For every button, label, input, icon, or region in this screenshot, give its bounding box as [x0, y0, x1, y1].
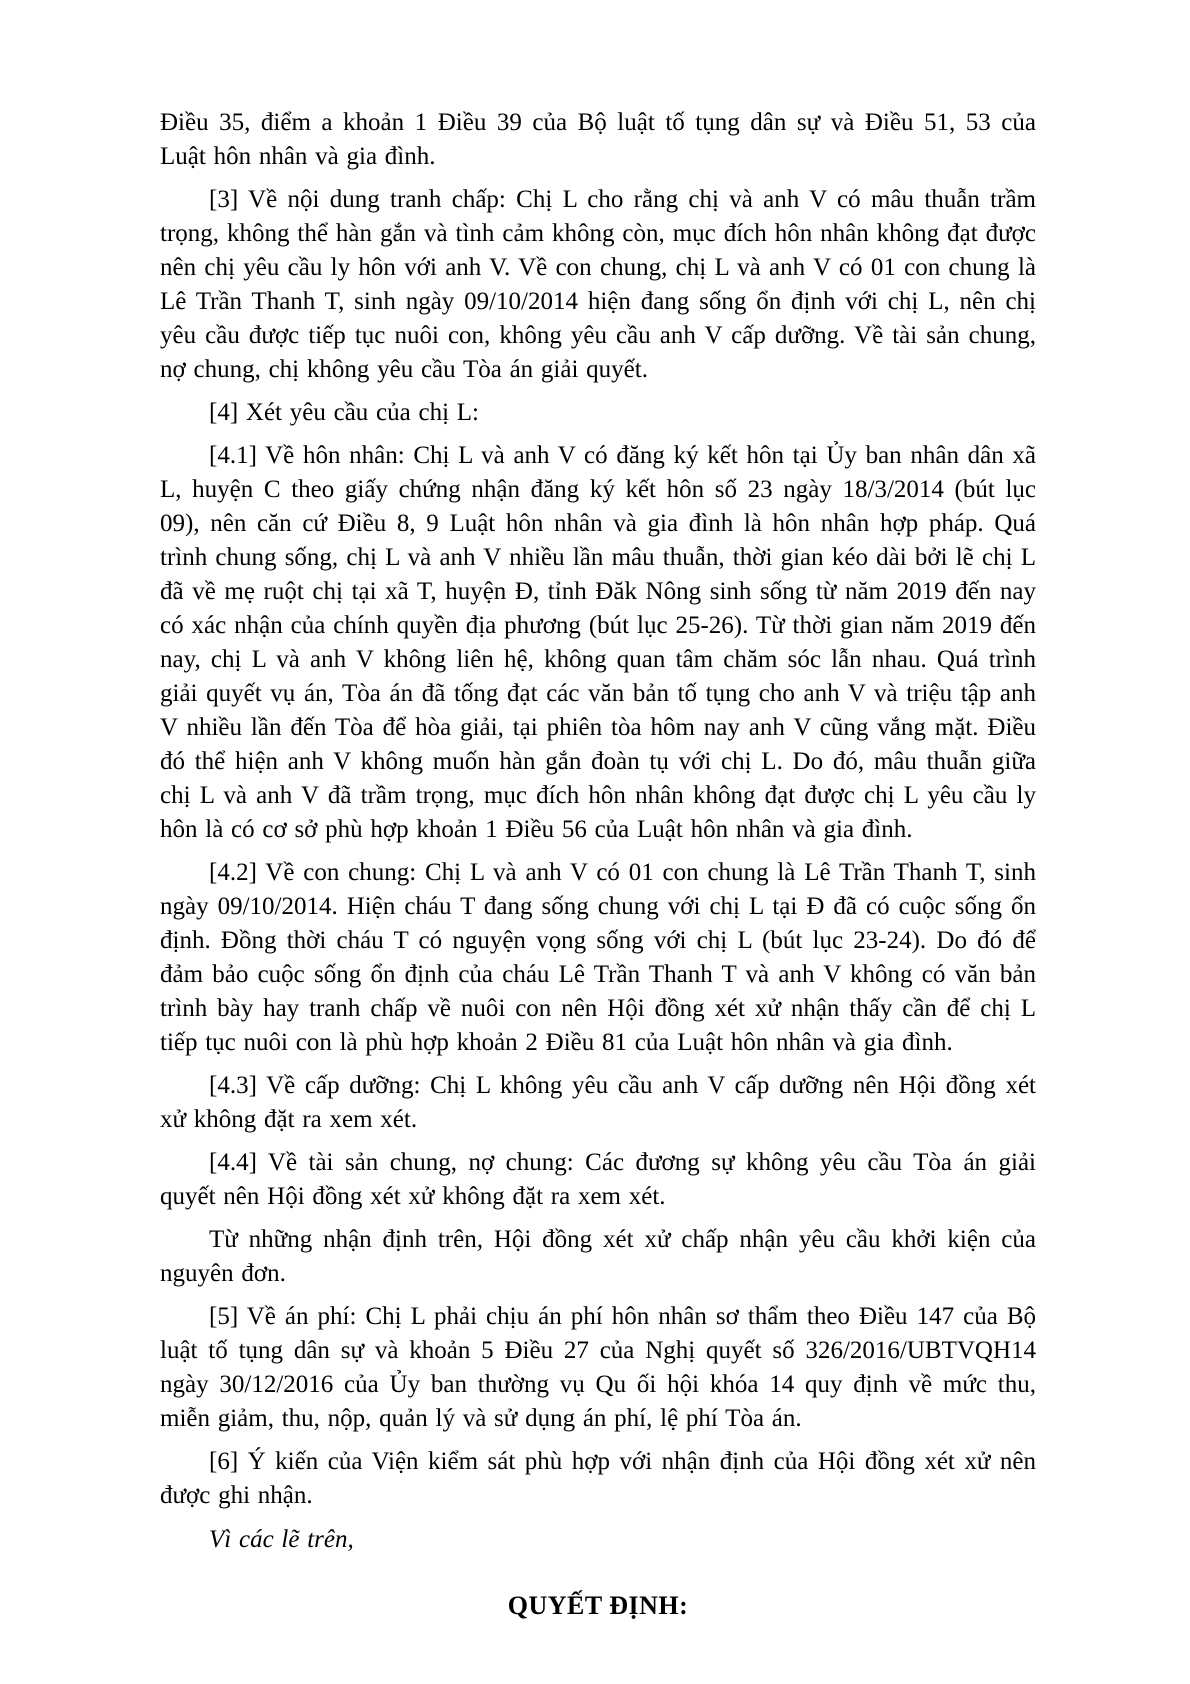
paragraph-4-2-ve-con-chung: [4.2] Về con chung: Chị L và anh V có 01 con chung là Lê Trần Thanh T, sinh ngày 09/10/2014. Hiện cháu T đang sống chung với chị L tại Đ đã có cuộc sống ổn định. Đồng thời cháu T có nguyện vọng sống với chị L (bút lục 23-24). Do đó để đảm bảo cuộc sống ổn định của cháu Lê Trần Thanh T và anh V không có văn bản trình bày hay tranh chấp về nuôi con nên Hội đồng xét xử nhận thấy cần để chị L tiếp tục nuôi con là phù hợp khoản 2 Điều 81 của Luật hôn nhân và gia đình.: [160, 859, 1036, 1056]
document-body: [160, 106, 1036, 1623]
paragraph-4-4-ve-tai-san-chung: [4.4] Về tài sản chung, nợ chung: Các đương sự không yêu cầu Tòa án giải quyết nên Hội đồng xét xử không đặt ra xem xét.: [160, 1149, 1036, 1210]
paragraph-conclusion: Từ những nhận định trên, Hội đồng xét xử chấp nhận yêu cầu khởi kiện của nguyên đơn.: [160, 1226, 1036, 1287]
paragraph-3-noi-dung-tranh-chap: [3] Về nội dung tranh chấp: Chị L cho rằng chị và anh V có mâu thuẫn trầm trọng, không thể hàn gắn và tình cảm không còn, mục đích hôn nhân không đạt được nên chị yêu cầu ly hôn với anh V. Về con chung, chị L và anh V có 01 con chung là Lê Trần Thanh T, sinh ngày 09/10/2014 hiện đang sống ổn định với chị L, nên chị yêu cầu được tiếp tục nuôi con, không yêu cầu anh V cấp dưỡng. Về tài sản chung, nợ chung, chị không yêu cầu Tòa án giải quyết.: [160, 186, 1036, 383]
closing-phrase: Vì các lẽ trên,: [209, 1526, 354, 1553]
paragraph-4-3-ve-cap-duong: [4.3] Về cấp dưỡng: Chị L không yêu cầu anh V cấp dưỡng nên Hội đồng xét xử không đặt ra xem xét.: [160, 1072, 1036, 1133]
paragraph-4-1-ve-hon-nhan: [4.1] Về hôn nhân: Chị L và anh V có đăng ký kết hôn tại Ủy ban nhân dân xã L, huyện C theo giấy chứng nhận đăng ký kết hôn số 23 ngày 18/3/2014 (bút lục 09), nên căn cứ Điều 8, 9 Luật hôn nhân và gia đình là hôn nhân hợp pháp. Quá trình chung sống, chị L và anh V nhiều lần mâu thuẫn, thời gian kéo dài bởi lẽ chị L đã về mẹ ruột chị tại xã T, huyện Đ, tỉnh Đăk Nông sinh sống từ năm 2019 đến nay có xác nhận của chính quyền địa phương (bút lục 25-26). Từ thời gian năm 2019 đến nay, chị L và anh V không liên hệ, không quan tâm chăm sóc lẫn nhau. Quá trình giải quyết vụ án, Tòa án đã tống đạt các văn bản tố tụng cho anh V và triệu tập anh V nhiều lần đến Tòa để hòa giải, tại phiên tòa hôm nay anh V cũng vắng mặt. Điều đó thể hiện anh V không muốn hàn gắn đoàn tụ với chị L. Do đó, mâu thuẫn giữa chị L và anh V đã trầm trọng, mục đích hôn nhân không đạt được chị L yêu cầu ly hôn là có cơ sở phù hợp khoản 1 Điều 56 của Luật hôn nhân và gia đình.: [160, 442, 1036, 843]
paragraph-4-xet-yeu-cau: [4] Xét yêu cầu của chị L:: [209, 399, 479, 426]
decision-heading: QUYẾT ĐỊNH:: [507, 1591, 689, 1620]
paragraph-5-ve-an-phi: [5] Về án phí: Chị L phải chịu án phí hôn nhân sơ thẩm theo Điều 147 của Bộ luật tố tụng dân sự và khoản 5 Điều 27 của Nghị quyết số 326/2016/UBTVQH14 ngày 30/12/2016 của Ủy ban thường vụ Qu ối hội khóa 14 quy định về mức thu, miễn giảm, thu, nộp, quản lý và sử dụng án phí, lệ phí Tòa án.: [160, 1303, 1036, 1432]
paragraph-6-y-kien-vien-kiem-sat: [6] Ý kiến của Viện kiểm sát phù hợp với nhận định của Hội đồng xét xử nên được ghi nhận.: [160, 1448, 1036, 1509]
continuation-paragraph: Điều 35, điểm a khoản 1 Điều 39 của Bộ luật tố tụng dân sự và Điều 51, 53 của Luật hôn nhân và gia đình.: [160, 109, 1036, 170]
